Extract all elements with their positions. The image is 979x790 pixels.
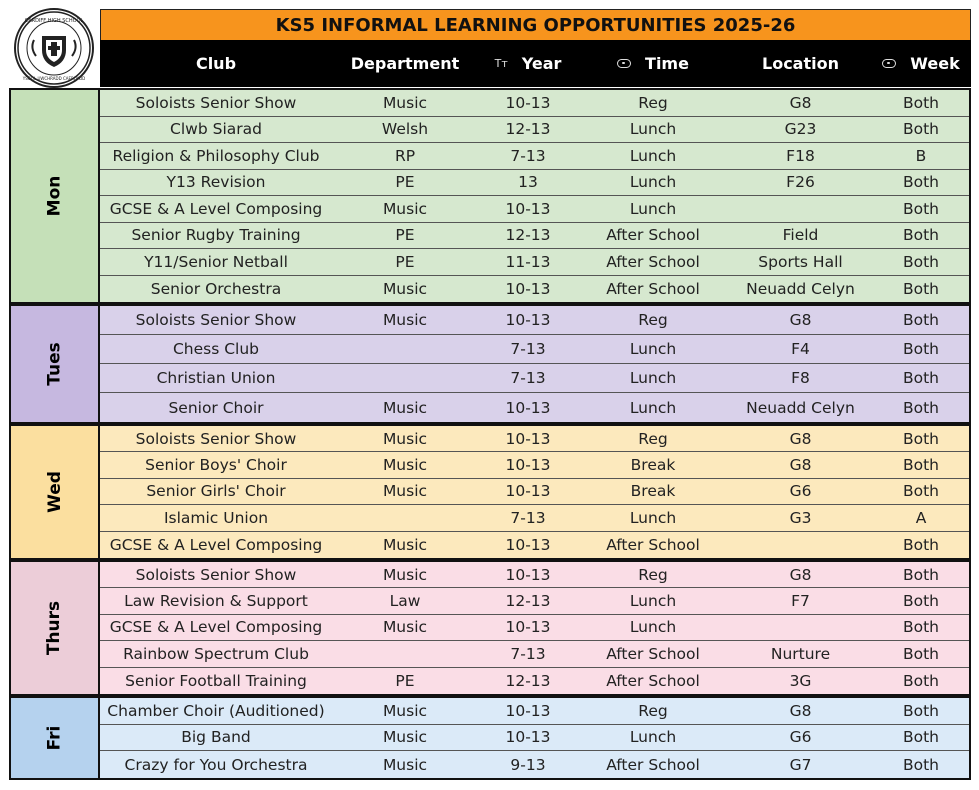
cell-year: 12-13 [505,592,551,611]
day-block-tues [9,304,971,424]
cell-week: Both [902,618,940,637]
table-header [100,40,971,87]
cell-location: G8 [789,311,812,329]
cell-week: Both [902,429,940,448]
cell-year: 10-13 [505,701,551,720]
cell-year: 10-13 [505,535,551,554]
cell-year: 10-13 [505,199,551,218]
cell-department: Music [382,755,428,774]
cell-year: 7-13 [510,369,546,387]
cell-week: Both [902,701,940,720]
cell-week: Both [902,755,940,774]
text-type-icon: Tт [494,57,508,70]
day-label-text: Fri [44,725,65,751]
cell-department: Music [382,482,428,501]
cell-club: Y13 Revision [166,173,266,192]
cell-department: RP [394,146,416,165]
cell-week: Both [902,340,940,358]
cell-time: Lunch [629,199,677,218]
cell-time: Lunch [629,398,677,417]
cell-year: 12-13 [505,671,551,690]
cell-department: PE [395,226,415,245]
cell-club: Senior Girls' Choir [146,482,286,501]
cell-year: 12-13 [505,226,551,245]
cell-time: After School [606,252,700,271]
cell-location: G6 [789,728,812,747]
table-row [100,588,969,614]
day-label [11,90,100,302]
cell-club: Senior Boys' Choir [145,456,287,475]
day-rows [100,90,969,302]
day-block-thurs [9,560,971,696]
table-row [100,532,969,558]
cell-location: G7 [789,755,812,774]
cell-club: Senior Football Training [125,671,307,690]
cell-club: Crazy for You Orchestra [124,755,308,774]
cell-department: Music [382,618,428,637]
cell-club: Clwb Siarad [170,120,262,139]
cell-club: Y11/Senior Netball [144,252,288,271]
cell-week: Both [902,369,940,387]
table-row [100,249,969,276]
header-time-label: Time [645,54,689,73]
cell-club: Chess Club [172,340,260,358]
cell-department: Music [382,429,428,448]
cell-year: 9-13 [510,755,546,774]
cell-department: Welsh [381,120,429,139]
day-rows [100,426,969,558]
cell-time: Lunch [629,173,677,192]
cell-week: Both [902,120,940,139]
cell-year: 10-13 [505,93,551,112]
table-row [100,452,969,478]
day-rows [100,698,969,778]
cell-time: Lunch [629,618,677,637]
cell-time: Lunch [629,120,677,139]
cell-location: Neuadd Celyn [746,398,855,417]
cell-club: Big Band [181,728,251,747]
header-week-label: Week [910,54,960,73]
day-label-text: Mon [44,175,65,217]
cell-week: Both [902,482,940,501]
header-time [578,40,728,87]
crest-top-text: CARDIFF HIGH SCHOOL [24,18,84,24]
cell-department: Music [382,728,428,747]
header-location: Location [762,54,839,73]
cell-year: 7-13 [510,508,546,527]
cell-club: Soloists Senior Show [135,311,297,329]
cell-time: After School [606,671,700,690]
cell-time: After School [606,644,700,663]
cell-club: Rainbow Spectrum Club [123,644,309,663]
cell-year: 10-13 [505,311,551,329]
cell-location: F26 [786,173,815,192]
cell-club: Soloists Senior Show [135,565,297,584]
table-row [100,117,969,144]
cell-location: G6 [789,482,812,501]
table-row [100,196,969,223]
day-rows [100,306,969,422]
cell-location: F8 [791,369,810,387]
cell-week: Both [902,456,940,475]
table-row [100,306,969,335]
cell-club: Soloists Senior Show [135,93,297,112]
cell-year: 11-13 [505,252,551,271]
header-year-label: Year [521,54,562,73]
cell-club: Senior Choir [168,398,264,417]
table-row [100,90,969,117]
cell-year: 12-13 [505,120,551,139]
cell-location: G3 [789,508,812,527]
toggle-icon [617,59,631,68]
cell-time: Lunch [629,728,677,747]
cell-week: A [915,508,927,527]
table-row [100,641,969,667]
cell-location: F4 [791,340,810,358]
school-crest-icon [14,8,94,88]
cell-time: Reg [638,93,668,112]
table-row [100,562,969,588]
header-week [873,40,969,87]
cell-week: Both [902,226,940,245]
cell-year: 13 [518,173,538,192]
cell-department: PE [395,173,415,192]
cell-time: After School [606,535,700,554]
cell-location: G8 [789,93,812,112]
cell-department: Music [382,398,428,417]
table-row [100,143,969,170]
day-block-fri [9,696,971,780]
cell-time: Break [630,456,676,475]
cell-week: Both [902,565,940,584]
header-year [478,40,578,87]
cell-year: 10-13 [505,618,551,637]
cell-location: G8 [789,701,812,720]
cell-club: Senior Rugby Training [131,226,301,245]
cell-location: 3G [789,671,812,690]
cell-year: 10-13 [505,279,551,298]
table-row [100,505,969,531]
day-label-text: Thurs [44,600,65,656]
cell-club: Soloists Senior Show [135,429,297,448]
table-row [100,698,969,725]
table-row [100,615,969,641]
cell-year: 7-13 [510,644,546,663]
day-label [11,426,100,558]
table-row [100,223,969,250]
cell-week: Both [902,728,940,747]
cell-time: Lunch [629,369,677,387]
page-title: KS5 INFORMAL LEARNING OPPORTUNITIES 2025-26 [100,9,971,40]
cell-department: Music [382,701,428,720]
cell-location: Sports Hall [758,252,843,271]
cell-time: Lunch [629,146,677,165]
cell-club: GCSE & A Level Composing [109,618,323,637]
cell-location: G8 [789,429,812,448]
table-row [100,751,969,778]
cell-club: GCSE & A Level Composing [109,535,323,554]
table-row [100,170,969,197]
cell-time: Lunch [629,592,677,611]
cell-year: 10-13 [505,456,551,475]
cell-week: Both [902,279,940,298]
cell-location: F18 [786,146,815,165]
cell-location: G8 [789,565,812,584]
cell-time: Reg [638,311,668,329]
day-label-text: Tues [44,342,65,386]
cell-time: After School [606,755,700,774]
cell-location: G23 [784,120,817,139]
crest-bottom-text: YSGOL UWCHRADD CAERDYDD [22,76,86,81]
cell-department: Music [382,311,428,329]
cell-department: Music [382,279,428,298]
cell-club: Islamic Union [163,508,269,527]
cell-time: After School [606,279,700,298]
cell-club: Senior Orchestra [150,279,282,298]
cell-time: Reg [638,565,668,584]
day-label [11,698,100,778]
cell-department: Music [382,199,428,218]
cell-department: Music [382,535,428,554]
cell-week: Both [902,592,940,611]
cell-week: Both [902,311,940,329]
day-rows [100,562,969,694]
cell-department: Music [382,456,428,475]
cell-week: Both [902,199,940,218]
cell-year: 7-13 [510,340,546,358]
cell-time: Lunch [629,340,677,358]
cell-department: Law [389,592,421,611]
cell-location: F7 [791,592,810,611]
cell-year: 10-13 [505,728,551,747]
cell-location: Nurture [770,644,831,663]
cell-location: G8 [789,456,812,475]
cell-year: 10-13 [505,482,551,501]
cell-week: Both [902,173,940,192]
cell-department: Music [382,565,428,584]
cell-week: Both [902,398,940,417]
day-label-text: Wed [44,471,65,513]
cell-year: 10-13 [505,565,551,584]
cell-week: Both [902,252,940,271]
cell-time: Break [630,482,676,501]
cell-week: Both [902,93,940,112]
table-row [100,479,969,505]
toggle-icon [882,59,896,68]
cell-time: Reg [638,701,668,720]
cell-club: Christian Union [156,369,276,387]
day-block-wed [9,424,971,560]
table-row [100,335,969,364]
cell-department: Music [382,93,428,112]
day-label [11,306,100,422]
header-club: Club [195,54,237,73]
table-row [100,668,969,694]
cell-club: Law Revision & Support [124,592,308,611]
cell-week: B [915,146,927,165]
day-label [11,562,100,694]
cell-week: Both [902,535,940,554]
cell-club: GCSE & A Level Composing [109,199,323,218]
table-row [100,725,969,752]
cell-year: 10-13 [505,429,551,448]
cell-time: Lunch [629,508,677,527]
cell-club: Chamber Choir (Auditioned) [107,701,325,720]
cell-week: Both [902,671,940,690]
table-row [100,364,969,393]
cell-time: After School [606,226,700,245]
cell-week: Both [902,644,940,663]
cell-time: Reg [638,429,668,448]
cell-year: 7-13 [510,146,546,165]
header-department: Department [350,54,460,73]
cell-location: Field [782,226,819,245]
day-block-mon [9,88,971,304]
cell-location: Neuadd Celyn [746,279,855,298]
table-row [100,393,969,422]
table-row [100,426,969,452]
cell-club: Religion & Philosophy Club [112,146,320,165]
cell-department: PE [395,671,415,690]
cell-department: PE [395,252,415,271]
table-row [100,276,969,303]
cell-year: 10-13 [505,398,551,417]
